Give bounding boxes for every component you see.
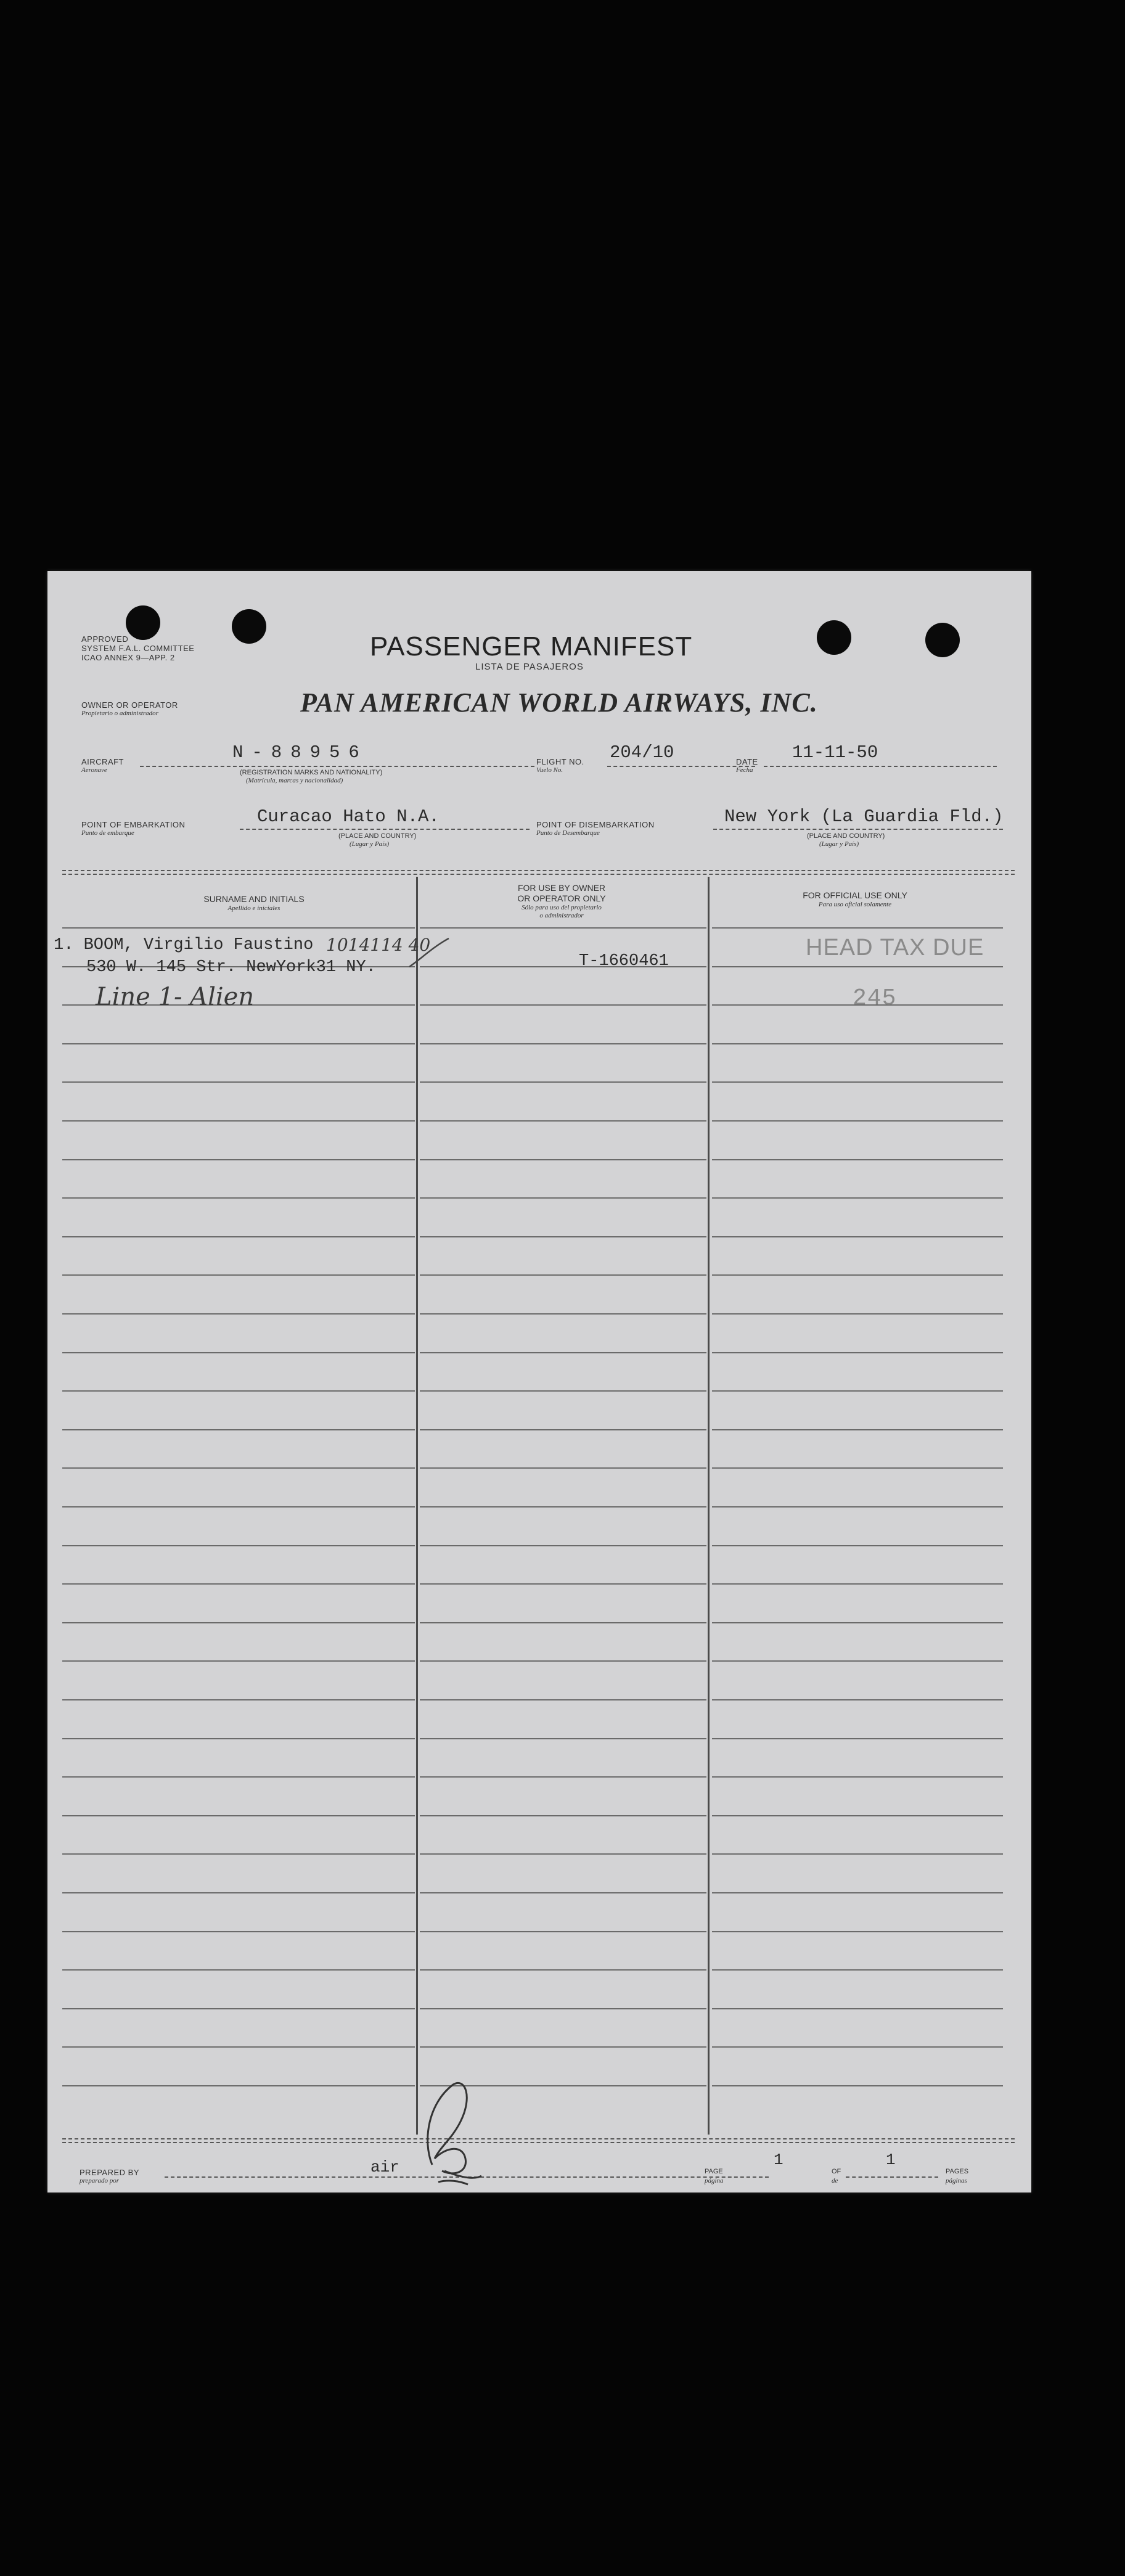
- pages-value: 1: [886, 2151, 896, 2169]
- table-rule: [62, 1274, 415, 1276]
- table-rule: [62, 1622, 415, 1623]
- table-rule: [712, 1506, 1003, 1507]
- table-rule: [420, 1120, 706, 1122]
- prepared-label-es: preparado por: [80, 2177, 120, 2184]
- stamp-number: 245: [853, 985, 897, 1012]
- table-rule: [420, 1236, 706, 1237]
- manifest-sheet: [47, 571, 1031, 2192]
- table-rule: [62, 1815, 415, 1816]
- table-rule: [420, 2046, 706, 2048]
- punch-hole-4: [925, 623, 960, 657]
- table-rule: [712, 1545, 1003, 1546]
- page-label-es: página: [705, 2177, 724, 2184]
- table-rule: [62, 1081, 415, 1083]
- approval-line-3: ICAO ANNEX 9—APP. 2: [81, 653, 175, 662]
- aircraft-note-es: (Matrícula, marcas y nacionalidad): [246, 777, 343, 784]
- document-subtitle: LISTA DE PASAJEROS: [475, 662, 584, 672]
- table-rule: [62, 2008, 415, 2009]
- table-rule: [712, 1352, 1003, 1353]
- table-rule: [62, 2085, 415, 2086]
- head-tax-stamp: HEAD TAX DUE: [806, 935, 984, 961]
- document-title: PASSENGER MANIFEST: [370, 631, 693, 662]
- table-rule: [62, 1506, 415, 1507]
- flight-label-es: Vuelo No.: [536, 766, 563, 774]
- table-rule: [420, 1081, 706, 1083]
- table-rule: [712, 1390, 1003, 1392]
- table-rule: [62, 1159, 415, 1160]
- date-label-es: Fecha: [736, 766, 753, 774]
- table-rule: [712, 2085, 1003, 2086]
- table-rule: [712, 1274, 1003, 1276]
- footer-separator-top: [62, 2138, 1015, 2139]
- date-label: DATE: [736, 757, 758, 766]
- table-rule: [62, 1467, 415, 1469]
- col2-header: FOR USE BY OWNER OR OPERATOR ONLY Sólo para uso del propietario o administrador: [517, 883, 606, 919]
- owner-label-es: Propietario o administrador: [81, 710, 158, 717]
- disembark-label: POINT OF DISEMBARKATION: [536, 820, 655, 829]
- disembark-value: New York (La Guardia Fld.): [724, 806, 1004, 827]
- ticket-number: T-1660461: [579, 952, 669, 970]
- table-rule: [712, 1197, 1003, 1199]
- signature: [404, 2072, 484, 2189]
- prepared-by-value: air: [370, 2158, 399, 2176]
- table-rule: [712, 1467, 1003, 1469]
- approval-line-2: SYSTEM F.A.L. COMMITTEE: [81, 644, 195, 653]
- table-rule: [62, 1197, 415, 1199]
- table-rule: [712, 1969, 1003, 1971]
- table-rule: [62, 1352, 415, 1353]
- table-rule: [420, 1699, 706, 1700]
- disembark-note: (PLACE AND COUNTRY): [807, 832, 885, 840]
- table-rule: [420, 1815, 706, 1816]
- footer-separator-bottom: [62, 2142, 1015, 2143]
- aircraft-label: AIRCRAFT: [81, 757, 124, 766]
- table-rule: [712, 1043, 1003, 1044]
- table-rule: [62, 1776, 415, 1778]
- date-value: 11-11-50: [792, 742, 878, 763]
- prepared-label: PREPARED BY: [80, 2168, 140, 2177]
- flight-value: 204/10: [610, 742, 674, 763]
- aircraft-note: (REGISTRATION MARKS AND NATIONALITY): [240, 769, 383, 776]
- embark-note-es: (Lugar y País): [350, 840, 390, 848]
- table-rule: [712, 927, 1003, 929]
- table-rule: [62, 1390, 415, 1392]
- table-rule: [712, 1660, 1003, 1662]
- table-rule: [712, 1853, 1003, 1855]
- punch-hole-2: [232, 609, 266, 644]
- table-rule: [420, 1776, 706, 1778]
- of-label: OF: [832, 2168, 841, 2175]
- punch-hole-3: [817, 620, 851, 655]
- table-rule: [420, 1274, 706, 1276]
- table-rule: [62, 1043, 415, 1044]
- table-rule: [712, 1931, 1003, 1932]
- owner-label: OWNER OR OPERATOR: [81, 700, 178, 710]
- table-rule: [62, 1931, 415, 1932]
- table-rule: [420, 1390, 706, 1392]
- handwritten-check-mark: [408, 935, 451, 972]
- table-rule: [420, 1004, 706, 1006]
- table-rule: [420, 927, 706, 929]
- handwritten-line-note: Line 1- Alien: [96, 983, 255, 1011]
- table-rule: [420, 1969, 706, 1971]
- table-rule: [62, 1969, 415, 1971]
- table-rule: [62, 1892, 415, 1893]
- table-rule: [712, 2046, 1003, 2048]
- aircraft-label-es: Aeronave: [81, 766, 107, 774]
- embark-label-es: Punto de embarque: [81, 829, 134, 837]
- table-rule: [420, 1197, 706, 1199]
- table-rule: [420, 2008, 706, 2009]
- table-rule: [62, 1583, 415, 1585]
- embark-label: POINT OF EMBARKATION: [81, 820, 186, 829]
- table-rule: [712, 966, 1003, 967]
- flight-label: FLIGHT NO.: [536, 757, 584, 766]
- table-rule: [420, 1313, 706, 1315]
- col1-header: SURNAME AND INITIALS Apellido e iniciales: [203, 894, 305, 912]
- page-label: PAGE: [705, 2168, 723, 2175]
- table-rule: [420, 1660, 706, 1662]
- table-rule: [62, 1429, 415, 1430]
- table-rule: [62, 1545, 415, 1546]
- disembark-label-es: Punto de Desembarque: [536, 829, 600, 837]
- table-rule: [420, 1043, 706, 1044]
- approval-line-1: APPROVED: [81, 634, 129, 644]
- pages-label-es: páginas: [946, 2177, 967, 2184]
- table-rule: [420, 1622, 706, 1623]
- header-separator-bottom: [62, 874, 1015, 875]
- passenger-name: 1. BOOM, Virgilio Faustino: [54, 936, 314, 954]
- pages-label: PAGES: [946, 2168, 969, 2175]
- table-rule: [712, 1738, 1003, 1739]
- table-rule: [420, 1738, 706, 1739]
- table-rule: [420, 1429, 706, 1430]
- of-label-es: de: [832, 2177, 838, 2184]
- table-rule: [712, 1120, 1003, 1122]
- punch-hole-1: [126, 605, 160, 640]
- table-rule: [62, 1236, 415, 1237]
- table-rule: [420, 1583, 706, 1585]
- column-divider-1: [416, 877, 418, 2135]
- company-name: PAN AMERICAN WORLD AIRWAYS, INC.: [300, 687, 818, 718]
- column-divider-2: [708, 877, 710, 2135]
- table-rule: [712, 1815, 1003, 1816]
- passenger-address: 530 W. 145 Str. NewYork31 NY.: [86, 958, 376, 977]
- page-value: 1: [774, 2151, 783, 2169]
- table-rule: [712, 1159, 1003, 1160]
- table-rule: [420, 1506, 706, 1507]
- table-rule: [62, 1853, 415, 1855]
- table-rule: [712, 1583, 1003, 1585]
- table-rule: [62, 1120, 415, 1122]
- table-rule: [420, 1545, 706, 1546]
- table-rule: [712, 2008, 1003, 2009]
- table-rule: [712, 1622, 1003, 1623]
- table-rule: [420, 1467, 706, 1469]
- table-rule: [62, 1660, 415, 1662]
- table-rule: [62, 2046, 415, 2048]
- table-rule: [420, 1853, 706, 1855]
- table-rule: [712, 1776, 1003, 1778]
- table-rule: [420, 1892, 706, 1893]
- table-rule: [712, 1313, 1003, 1315]
- table-rule: [62, 927, 415, 929]
- table-rule: [712, 1892, 1003, 1893]
- table-rule: [62, 1313, 415, 1315]
- table-rule: [420, 1931, 706, 1932]
- header-separator-top: [62, 870, 1015, 871]
- aircraft-value: N-88956: [232, 742, 368, 763]
- embark-value: Curacao Hato N.A.: [257, 806, 440, 827]
- table-rule: [712, 1699, 1003, 1700]
- table-rule: [712, 1236, 1003, 1237]
- embark-note: (PLACE AND COUNTRY): [338, 832, 417, 840]
- table-rule: [420, 1352, 706, 1353]
- col3-header: FOR OFFICIAL USE ONLY Para uso oficial solamente: [803, 890, 907, 908]
- table-rule: [420, 1159, 706, 1160]
- table-rule: [62, 1738, 415, 1739]
- table-rule: [62, 1699, 415, 1700]
- handwritten-code: 1014114 40: [326, 935, 431, 955]
- table-rule: [712, 1081, 1003, 1083]
- disembark-note-es: (Lugar y País): [819, 840, 859, 848]
- table-rule: [712, 1429, 1003, 1430]
